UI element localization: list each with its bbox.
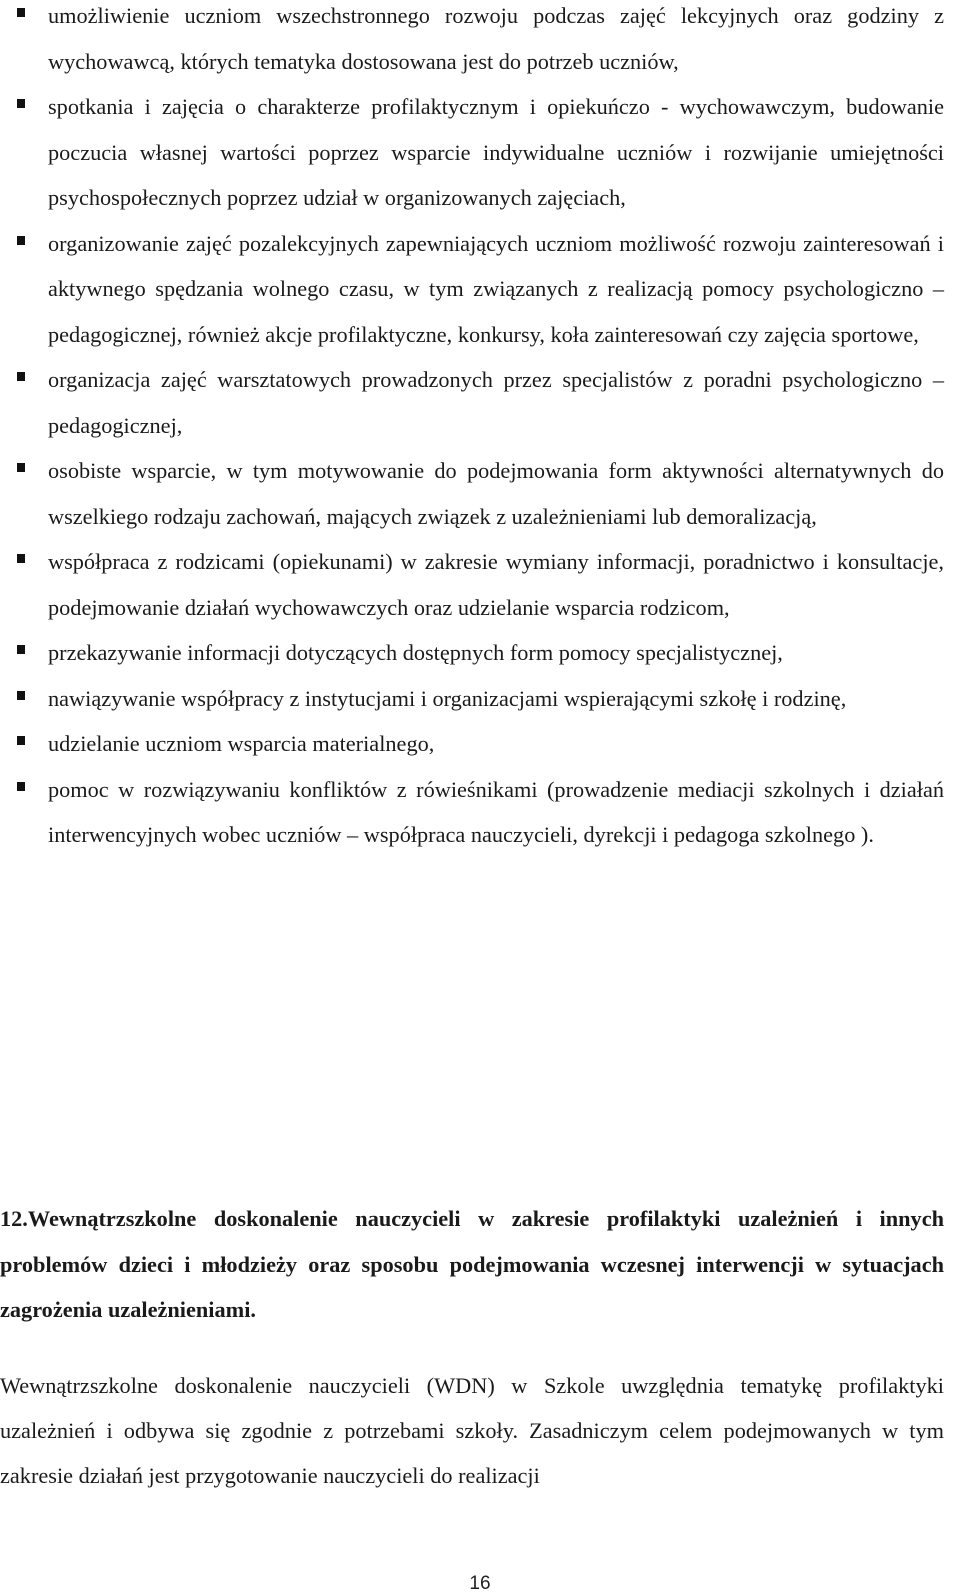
body-paragraph: Wewnątrzszkolne doskonalenie nauczycieli (WDN) w Szkole uwzględnia tematykę profilaktyki uzależnień i odbywa się zgodnie z potrzebami szkoły. Zasadniczym celem podejmowanych w tym zakresie działań jest przygotowanie nauczycieli do realizacji — [0, 1373, 944, 1488]
section-heading: 12.Wewnątrzszkolne doskonalenie nauczycieli w zakresie profilaktyki uzależnień i innych problemów dzieci i młodzieży oraz sposobu podejmowania wczesnej interwencji w sytuacjach zagrożenia uzależnieniami. — [0, 1206, 944, 1322]
list-item — [0, 0, 944, 84]
list-item-text: udzielanie uczniom wsparcia materialnego, — [48, 731, 435, 756]
list-item — [0, 357, 944, 448]
square-bullet-icon — [17, 8, 25, 17]
square-bullet-icon — [17, 736, 25, 745]
list-item-text: współpraca z rodzicami (opiekunami) w zakresie wymiany informacji, poradnictwo i konsultacje, podejmowanie działań wychowawczych oraz udzielanie wsparcia rodzicom, — [48, 549, 944, 620]
square-bullet-icon — [17, 645, 25, 654]
square-bullet-icon — [17, 554, 25, 563]
list-item — [0, 676, 944, 722]
list-item-text: osobiste wsparcie, w tym motywowanie do podejmowania form aktywności alternatywnych do wszelkiego rodzaju zachowań, mających związek z uzależnieniami lub demoralizacją, — [48, 458, 944, 529]
square-bullet-icon — [17, 99, 25, 108]
square-bullet-icon — [17, 236, 25, 245]
list-item — [0, 221, 944, 358]
list-item — [0, 448, 944, 539]
list-item — [0, 539, 944, 630]
list-item-text: organizacja zajęć warsztatowych prowadzonych przez specjalistów z poradni psychologiczno – pedagogicznej, — [48, 367, 944, 438]
square-bullet-icon — [17, 372, 25, 381]
list-item — [0, 84, 944, 221]
square-bullet-icon — [17, 463, 25, 472]
list-item — [0, 721, 944, 767]
list-item-text: nawiązywanie współpracy z instytucjami i organizacjami wspierającymi szkołę i rodzinę, — [48, 685, 847, 711]
list-item — [0, 630, 944, 676]
list-item-text: pomoc w rozwiązywaniu konfliktów z rówieśnikami (prowadzenie mediacji szkolnych i działań interwencyjnych wobec uczniów – współpraca nauczycieli, dyrekcji i pedagoga szkolnego ). — [48, 776, 944, 847]
list-item — [0, 767, 944, 858]
list-item-text: spotkania i zajęcia o charakterze profilaktycznym i opiekuńczo - wychowawczym, budowanie poczucia własnej wartości poprzez wsparcie indywidualne uczniów i rozwijanie umiejętności psychospołecznych poprzez udział w organizowanych zajęciach, — [48, 94, 944, 210]
list-item-text: organizowanie zajęć pozalekcyjnych zapewniających uczniom możliwość rozwoju zainteresowań i aktywnego spędzania wolnego czasu, w tym związanych z realizacją pomocy psychologiczno – pedagogicznej, również akcje profilaktyczne, konkursy, koła zainteresowań czy zajęcia sportowe, — [48, 230, 944, 347]
list-item-text: umożliwienie uczniom wszechstronnego rozwoju podczas zajęć lekcyjnych oraz godziny z wychowawcą, których tematyka dostosowana jest do potrzeb uczniów, — [48, 3, 944, 74]
list-item-text: przekazywanie informacji dotyczących dostępnych form pomocy specjalistycznej, — [48, 640, 783, 665]
square-bullet-icon — [17, 782, 25, 791]
square-bullet-icon — [17, 691, 25, 700]
page-number: 16 — [469, 1573, 491, 1594]
